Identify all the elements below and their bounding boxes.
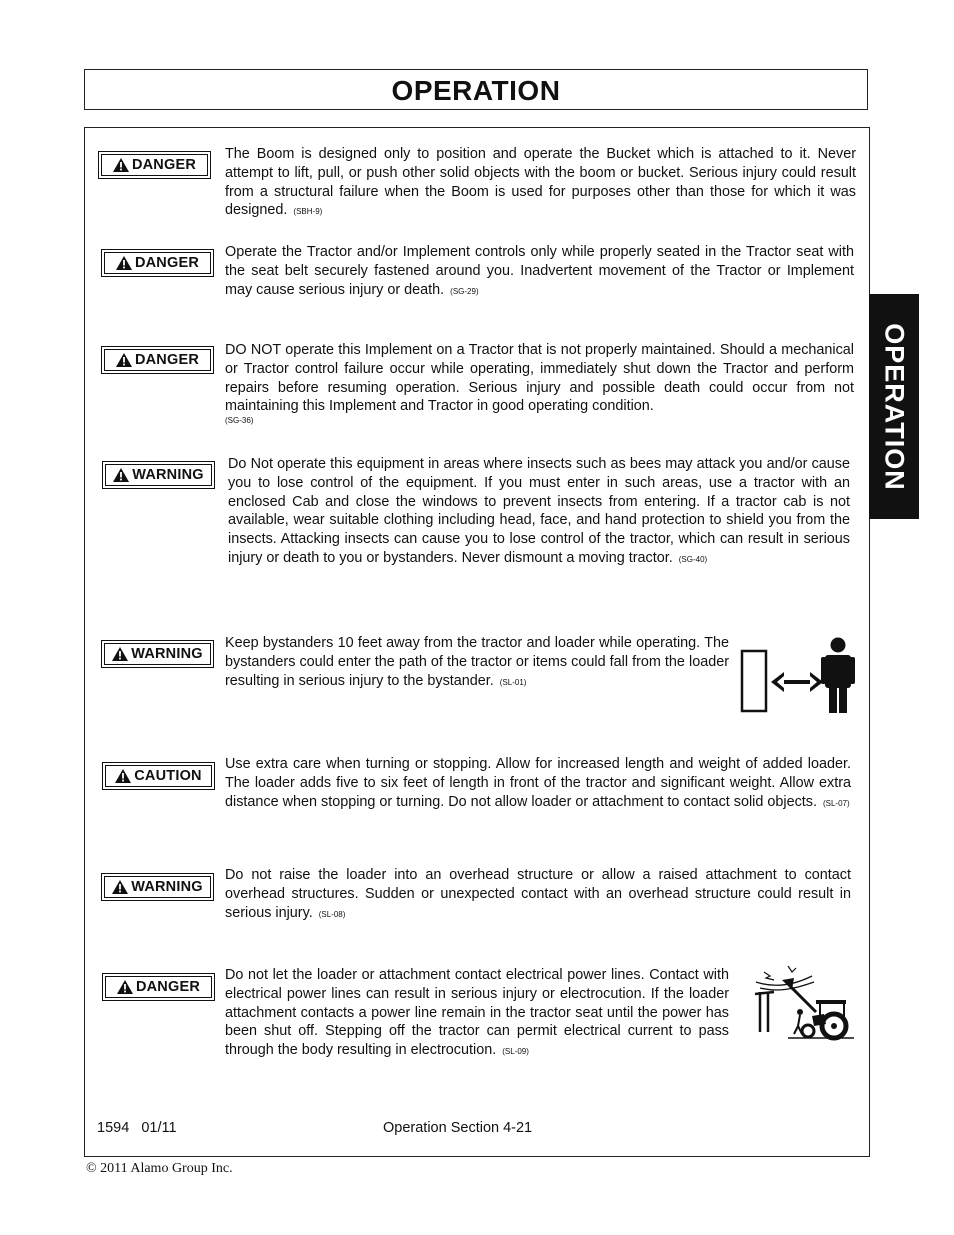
page-number: Operation Section 4-21 bbox=[383, 1120, 533, 1136]
caution-badge: CAUTION bbox=[102, 762, 215, 790]
warning-message: Do not raise the loader into an overhead structure or allow a raised attachment to contact overhead structures. Sudden or unexpected contact with an overhead structure could result in serious injury. (SL-08) bbox=[225, 867, 851, 921]
power-line-hazard-icon bbox=[754, 964, 856, 1044]
danger-badge: DANGER bbox=[98, 151, 211, 179]
reference-code: (SBH-9) bbox=[293, 207, 323, 217]
warning-badge: WARNING bbox=[101, 640, 214, 668]
warning-triangle-icon bbox=[116, 256, 132, 270]
section-tab-label: OPERATION bbox=[879, 322, 910, 491]
reference-code: (SG-29) bbox=[450, 286, 479, 296]
reference-code: (SL-09) bbox=[502, 1047, 529, 1057]
warning-triangle-icon bbox=[113, 158, 129, 172]
copyright-notice: © 2011 Alamo Group Inc. bbox=[86, 1161, 233, 1176]
warning-message: Do Not operate this equipment in areas where insects such as bees may attack you and/or cause you to lose control of the equipment. If you must enter in such areas, use a tractor with an enclosed Cab and close the windows to prevent insects from entering. If a tractor cab is not available, wear suitable clothing including head, face, and hand protection to shield you from the insects. Attacking insects can cause you to lose control of the tractor, which can result in serious injury or death to you or bystanders. Never dismount a moving tractor. (SG-40) bbox=[228, 456, 850, 566]
reference-code: (SL-08) bbox=[318, 909, 346, 919]
warning-message: The Boom is designed only to position and operate the Bucket which is attached to it. Never attempt to lift, pull, or push other solid objects with the boom or bucket. Serious injury could result from a structural failure when the Boom is used for purposes other than those for which it was designed. (SBH-9) bbox=[225, 146, 856, 219]
warning-message: DO NOT operate this Implement on a Tractor that is not properly maintained. Should a mechanical or Tractor control failure occur while operating, immediately shut down the Tractor and perform repairs before resuming operation. Serious injury and possible death could occur from not maintaining this Implement and Tractor in good operating condition. (SG-36) bbox=[225, 342, 854, 426]
reference-code: (SL-01) bbox=[499, 677, 527, 687]
reference-code: (SG-36) bbox=[225, 416, 254, 426]
warning-badge: WARNING bbox=[102, 461, 215, 489]
danger-badge: DANGER bbox=[101, 249, 214, 277]
warning-triangle-icon bbox=[112, 647, 128, 661]
warning-badge: WARNING bbox=[101, 873, 214, 901]
warning-triangle-icon bbox=[112, 880, 128, 894]
warning-triangle-icon bbox=[116, 353, 132, 367]
warning-triangle-icon bbox=[117, 980, 133, 994]
warning-triangle-icon bbox=[115, 769, 131, 783]
danger-badge: DANGER bbox=[101, 346, 214, 374]
warning-message: Keep bystanders 10 feet away from the tractor and loader while operating. The bystanders could enter the path of the tractor or items could fall from the loader resulting in serious injury to the bystander. (SL-01) bbox=[225, 635, 729, 689]
header-box bbox=[84, 69, 868, 110]
reference-code: (SL-07) bbox=[822, 798, 850, 808]
warning-message: Operate the Tractor and/or Implement controls only while properly seated in the Tractor seat with the seat belt securely fastened around you. Inadvertent movement of the Tractor or Implement may cause serious injury or death. (SG-29) bbox=[225, 244, 854, 298]
warning-message: Do not let the loader or attachment contact electrical power lines. Contact with electrical power lines can result in serious injury or electrocution. If the loader attachment contacts a power line remain in the tractor seat until the power has been shut off. Stepping off the tractor can permit electrical current to pass through the body resulting in electrocution. (SL-09) bbox=[225, 967, 729, 1059]
danger-badge: DANGER bbox=[102, 973, 215, 1001]
section-tab bbox=[869, 294, 919, 519]
reference-code: (SG-40) bbox=[678, 554, 708, 564]
warning-message: Use extra care when turning or stopping. Allow for increased length and weight of added loader. The loader adds five to six feet of length in front of the tractor and significant weight. Allow extra distance when stopping or turning. Do not allow loader or attachment to contact solid objects. (SL-07) bbox=[225, 756, 851, 810]
document-id: 1594 01/11 bbox=[97, 1120, 177, 1136]
warning-triangle-icon bbox=[113, 468, 129, 482]
page-title: OPERATION bbox=[391, 75, 561, 106]
bystander-distance-icon bbox=[738, 634, 858, 718]
